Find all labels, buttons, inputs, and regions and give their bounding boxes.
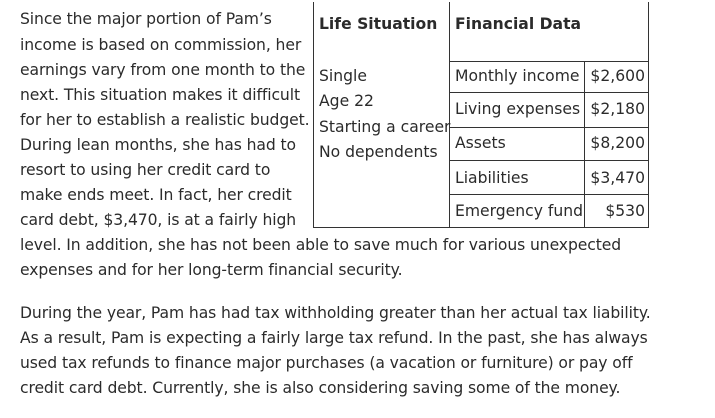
financial-table: [313, 2, 649, 228]
paragraph-line: Since the major portion of Pam’s: [20, 10, 272, 28]
header-life-situation: Life Situation: [319, 15, 438, 33]
financial-label: Monthly income: [455, 67, 580, 85]
life-item: Starting a career: [319, 118, 451, 136]
paragraph-line: for her to establish a realistic budget.: [20, 111, 310, 129]
paragraph-line: used tax refunds to finance major purchases (a vacation or furniture) or pay off: [20, 354, 633, 372]
financial-value: $530: [605, 202, 645, 220]
header-financial-data: Financial Data: [455, 15, 582, 33]
paragraph-line: During the year, Pam has had tax withholding greater than her actual tax liability.: [20, 304, 651, 322]
paragraph-line: make ends meet. In fact, her credit: [20, 186, 292, 204]
paragraph-line: level. In addition, she has not been able to save much for various unexpected: [20, 236, 622, 254]
row-divider: [449, 194, 649, 195]
financial-label: Emergency fund: [455, 202, 584, 220]
paragraph-line: next. This situation makes it difficult: [20, 86, 300, 104]
financial-value: $2,600: [590, 67, 645, 85]
row-divider: [449, 160, 649, 161]
paragraph-line: As a result, Pam is expecting a fairly large tax refund. In the past, she has always: [20, 329, 648, 347]
financial-value: $8,200: [590, 134, 645, 152]
row-divider: [449, 61, 649, 62]
row-divider: [449, 127, 649, 128]
paragraph-line: expenses and for her long-term financial security.: [20, 261, 403, 279]
life-item: Single: [319, 67, 367, 85]
financial-label: Assets: [455, 134, 506, 152]
financial-value: $3,470: [590, 169, 645, 187]
paragraph-line: During lean months, she has had to: [20, 136, 296, 154]
life-item: No dependents: [319, 143, 438, 161]
paragraph-line: resort to using her credit card to: [20, 161, 271, 179]
life-item: Age 22: [319, 92, 374, 110]
paragraph-line: credit card debt. Currently, she is also considering saving some of the money.: [20, 379, 621, 397]
financial-label: Living expenses: [455, 100, 581, 118]
paragraph-line: card debt, $3,470, is at a fairly high: [20, 211, 297, 229]
financial-value: $2,180: [590, 100, 645, 118]
row-divider: [449, 92, 649, 93]
financial-label: Liabilities: [455, 169, 529, 187]
paragraph-line: income is based on commission, her: [20, 36, 302, 54]
paragraph-line: earnings vary from one month to the: [20, 61, 306, 79]
